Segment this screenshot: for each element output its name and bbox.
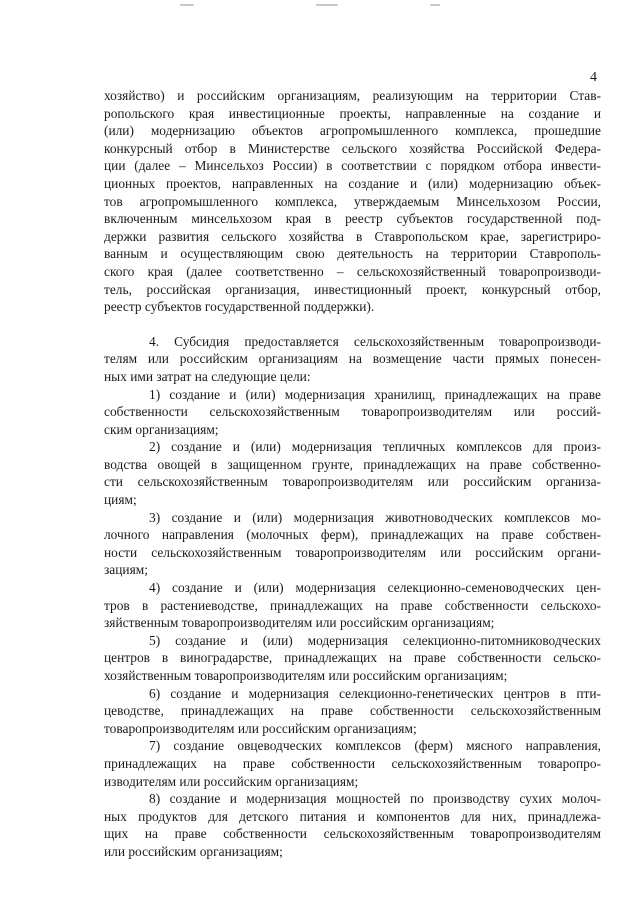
list-item-line: щих на праве собственности сельскохозяйственным товаропроизводителям xyxy=(104,826,601,842)
paragraph-line: ского края (далее соответственно – сельскохозяйственный товаропроизводи- xyxy=(104,263,601,279)
scan-artifact xyxy=(430,4,440,6)
list-item xyxy=(104,386,601,439)
list-item-line: ности сельскохозяйственным товаропроизводителям или российским органи- xyxy=(104,544,601,560)
list-item-line: товаропроизводителям или российским организациям; xyxy=(104,720,417,736)
section-4-line: телям или российским организациям на возмещение части прямых понесен- xyxy=(104,351,601,367)
paragraph-line: конкурсный отбор в Министерстве сельского хозяйства Российской Федера- xyxy=(104,140,601,156)
list-item xyxy=(104,632,601,685)
list-item-line: зяйственным товаропроизводителям или российским организациям; xyxy=(104,615,495,631)
paragraph-line: ционных проектов, направленных на создание и (или) модернизацию объек- xyxy=(104,175,601,191)
list-item-line: сти сельскохозяйственным товаропроизводителям или российским организа- xyxy=(104,474,601,490)
list-item-line: 7) создание овцеводческих комплексов (ферм) мясного направления, xyxy=(149,738,601,754)
list-item xyxy=(104,509,601,579)
paragraph-line: тель, российская организация, инвестиционный проект, конкурсный отбор, xyxy=(104,281,601,297)
paragraph-continuation xyxy=(104,87,601,316)
section-4-intro xyxy=(104,333,601,386)
list-item-line: 3) создание и (или) модернизация животноводческих комплексов мо- xyxy=(149,509,601,525)
list-item xyxy=(104,790,601,860)
section-4-line: ных ими затрат на следующие цели: xyxy=(104,368,311,384)
list-item-line: 6) создание и модернизация селекционно-генетических центров в пти- xyxy=(149,685,601,701)
list-item-line: собственности сельскохозяйственным товаропроизводителям или россий- xyxy=(104,404,601,420)
paragraph-line: держки развития сельского хозяйства в Ставропольском крае, зарегистриро- xyxy=(104,228,601,244)
list-item-line: или российским организациям; xyxy=(104,843,283,859)
list-item-line: принадлежащих на праве собственности сельскохозяйственным товаропро- xyxy=(104,755,601,771)
list-item-line: хозяйственным товаропроизводителям или российским организациям; xyxy=(104,668,508,683)
list-item-line: центров в виноградарстве, принадлежащих на праве собственности сельско- xyxy=(104,650,601,666)
list-item-line: лочного направления (молочных ферм), принадлежащих на праве собствен- xyxy=(104,527,601,543)
paragraph-line: тов агропромышленного комплекса, утверждаемым Минсельхозом России, xyxy=(104,193,601,209)
list-item-line: цеводстве, принадлежащих на праве собственности сельскохозяйственным xyxy=(104,703,601,719)
list-item-line: ским организациям; xyxy=(104,421,219,437)
paragraph-line: (или) модернизацию объектов агропромышленного комплекса, прошедшие xyxy=(104,123,601,139)
page-number: 4 xyxy=(590,70,597,85)
list-item-line: 4) создание и (или) модернизация селекционно-семеноводческих цен- xyxy=(149,580,601,596)
list-item-line: 2) создание и (или) модернизация тепличных комплексов для произ- xyxy=(149,439,601,455)
paragraph-spacer xyxy=(104,316,601,333)
paragraph-line: хозяйство) и российским организациям, реализующим на территории Став- xyxy=(104,88,601,103)
list-item xyxy=(104,438,601,508)
paragraph-line: ции (далее – Минсельхоз России) в соответствии с порядком отбора инвести- xyxy=(104,158,601,174)
scan-artifact xyxy=(180,4,194,6)
paragraph-line: ванным и осуществляющим свою деятельность на территории Ставрополь- xyxy=(104,246,601,262)
section-4-line: 4. Субсидия предоставляется сельскохозяйственным товаропроизводи- xyxy=(149,333,601,349)
purpose-list xyxy=(104,386,601,861)
paragraph-line: реестр субъектов государственной поддержки). xyxy=(104,299,375,315)
scan-artifact xyxy=(316,4,338,6)
list-item-line: 8) создание и модернизация мощностей по производству сухих молоч- xyxy=(149,791,601,807)
list-item-line: циям; xyxy=(104,492,137,508)
list-item xyxy=(104,579,601,632)
list-item-line: тров в растениеводстве, принадлежащих на праве собственности сельскохо- xyxy=(104,597,601,613)
list-item-line: 1) создание и (или) модернизация хранилищ, принадлежащих на праве xyxy=(149,386,601,402)
document-body xyxy=(104,87,601,861)
list-item-line: изводителям или российским организациям; xyxy=(104,773,359,789)
list-item-line: водства овощей в защищенном грунте, принадлежащих на праве собственно- xyxy=(104,456,601,472)
paragraph-line: включенным минсельхозом края в реестр субъектов государственной под- xyxy=(104,211,601,227)
list-item xyxy=(104,685,601,738)
list-item-line: зациям; xyxy=(104,562,148,578)
list-item xyxy=(104,737,601,790)
list-item-line: 5) создание и (или) модернизация селекционно-питомниководческих xyxy=(149,632,601,648)
paragraph-line: ропольского края инвестиционные проекты, направленные на создание и xyxy=(104,105,601,121)
list-item-line: ных продуктов для детского питания и компонентов для них, принадлежа- xyxy=(104,808,601,824)
